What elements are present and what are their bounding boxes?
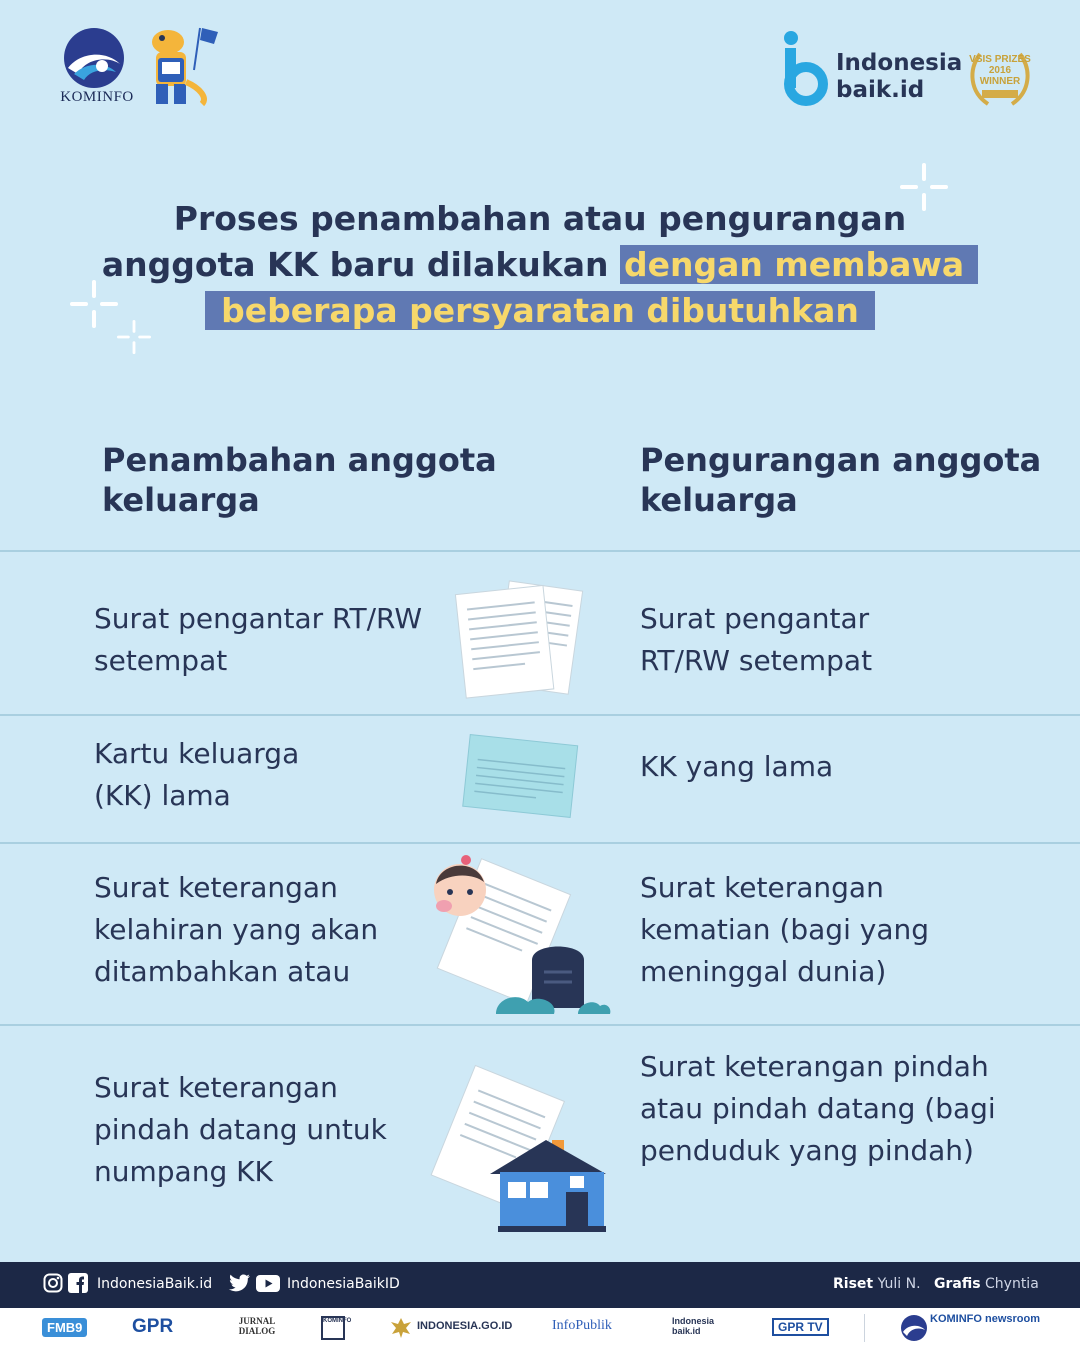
credit-grafis [934, 1276, 1039, 1292]
indonesiabaik-wordmark [836, 50, 962, 104]
partner-logo-jurnal-dialog[interactable]: JURNAL DIALOG [238, 1316, 276, 1336]
credit-riset-name: Yuli N. [877, 1276, 921, 1292]
row-divider [0, 714, 1080, 716]
kominfo-newsroom-icon [900, 1314, 928, 1342]
document-papers-icon [452, 576, 586, 704]
requirement-left-2: Kartu keluarga (KK) lama [94, 737, 300, 812]
requirement-right-4: Surat keterangan pindah atau pindah datang (bagi penduduk yang pindah) [640, 1050, 996, 1167]
partner-logo-indonesiabaik[interactable]: Indonesia baik.id [672, 1316, 715, 1336]
title-line2 [40, 242, 1040, 288]
modi-mascot-icon [142, 24, 220, 108]
family-card-icon [458, 730, 582, 826]
row-divider [0, 1024, 1080, 1026]
row-divider [0, 842, 1080, 844]
award-label: VSIS PRIZES 2016 WINNER [969, 54, 1031, 87]
requirement-right-1: Surat pengantar RT/RW setempat [640, 602, 873, 677]
credit-grafis-name: Chyntia [985, 1276, 1039, 1292]
social-handle-facebook[interactable]: IndonesiaBaik.id [97, 1276, 213, 1292]
credit-riset [833, 1276, 921, 1292]
brand-line2: baik.id [836, 77, 925, 103]
title-highlight-2: beberapa persyaratan dibutuhkan [205, 291, 875, 330]
baby-and-gravestone-icon [428, 852, 612, 1018]
partner-logo-indonesia-go-id[interactable]: INDONESIA.GO.ID [417, 1320, 513, 1332]
house-document-icon [430, 1068, 610, 1234]
row-divider [0, 550, 1080, 552]
partner-logo-kominfo-newsroom[interactable]: KOMINFO newsroom [930, 1313, 1041, 1325]
partner-logo-infopublik[interactable]: InfoPublik [552, 1318, 612, 1333]
partner-logo-gpr[interactable]: GPR [132, 1316, 174, 1337]
brand-line1: Indonesia [836, 50, 963, 76]
twitter-icon[interactable] [228, 1274, 250, 1292]
partner-divider [864, 1314, 865, 1342]
heading-penambahan: Penambahan anggota keluarga [102, 441, 497, 519]
title-highlight-1: dengan membawa [620, 245, 978, 284]
instagram-icon[interactable] [43, 1273, 63, 1293]
requirement-left-4: Surat keterangan pindah datang untuk numpang KK [94, 1071, 387, 1188]
requirement-right-2: KK yang lama [640, 750, 834, 783]
youtube-icon[interactable] [256, 1275, 280, 1292]
title-line1: Proses penambahan atau pengurangan [173, 199, 907, 238]
facebook-icon[interactable] [68, 1273, 88, 1293]
credit-grafis-label: Grafis [934, 1276, 981, 1292]
social-handle-twitter-youtube[interactable]: IndonesiaBaikID [287, 1276, 400, 1292]
credit-riset-label: Riset [833, 1276, 874, 1292]
page-title [40, 196, 1040, 334]
requirement-left-1: Surat pengantar RT/RW setempat [94, 602, 423, 677]
requirement-right-3: Surat keterangan kematian (bagi yang meninggal dunia) [640, 871, 929, 988]
requirement-left-3: Surat keterangan kelahiran yang akan ditambahkan atau [94, 871, 379, 988]
kominfo-label: KOMINFO [60, 89, 134, 105]
partner-logo-kominfo[interactable]: KOMINFO [321, 1316, 345, 1340]
partner-logo-fmb9[interactable]: FMB9 [42, 1318, 87, 1337]
indonesiabaik-logo-icon [782, 30, 830, 104]
title-line2-plain: anggota KK baru dilakukan [101, 245, 620, 284]
title-line3 [40, 288, 1040, 334]
partner-logo-gpr-tv[interactable]: GPR TV [772, 1318, 829, 1336]
heading-pengurangan: Pengurangan anggota keluarga [640, 441, 1042, 519]
garuda-emblem-icon [390, 1316, 412, 1340]
